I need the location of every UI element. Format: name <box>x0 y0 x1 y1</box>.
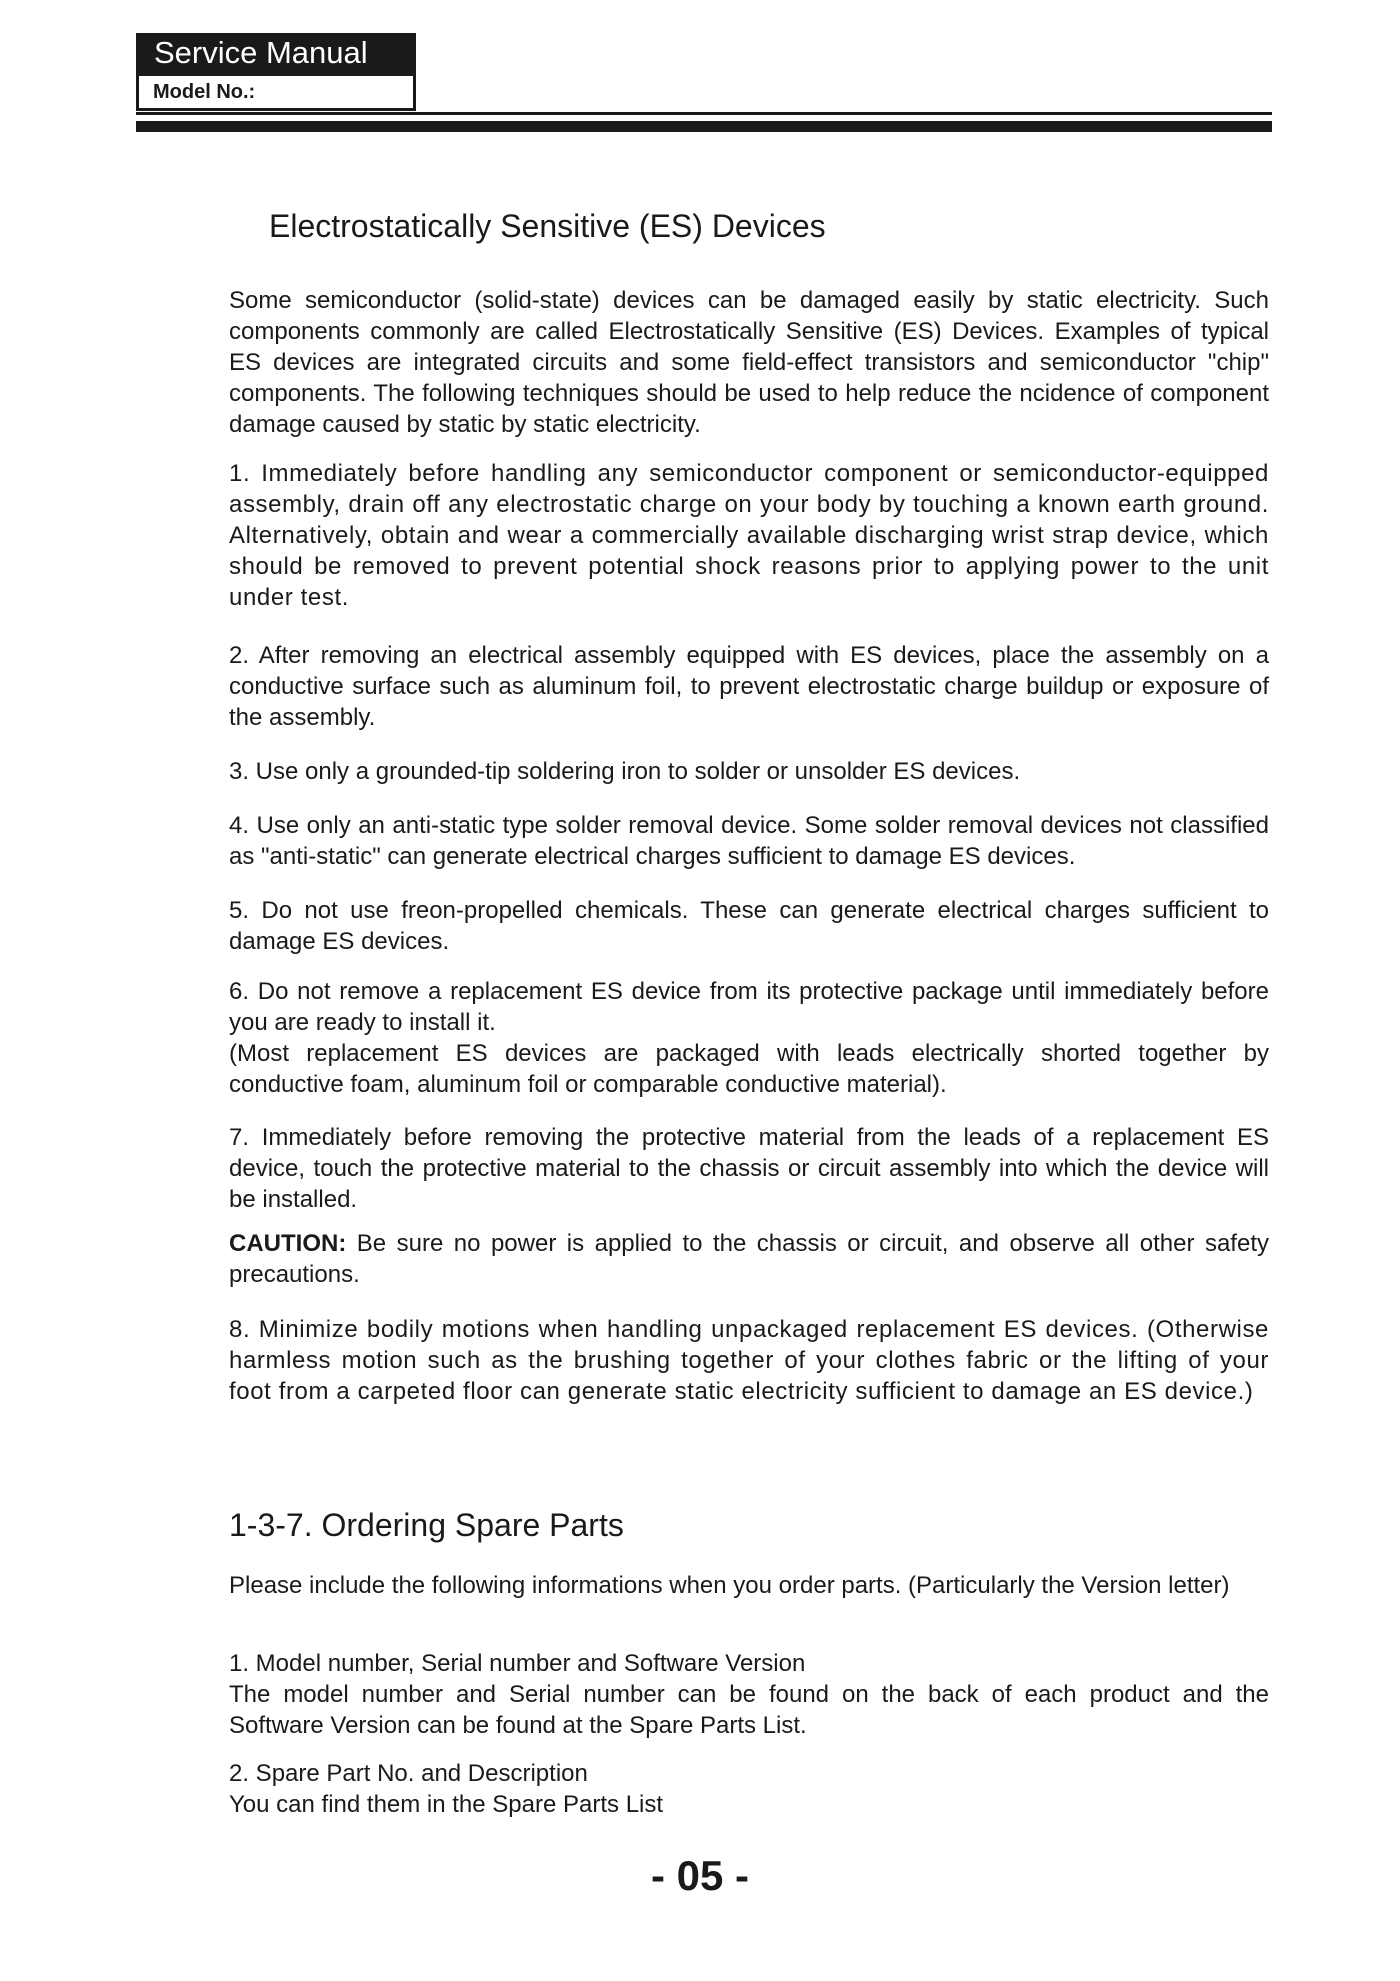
es-item-2: 2. After removing an electrical assembly equipped with ES devices, place the assembly on a conductive surface such as aluminum foil, to prevent electrostatic charge buildup or exposure of the assembly. <box>229 642 1269 731</box>
ordering-parts-item-2-text: You can find them in the Spare Parts List <box>229 1791 664 1818</box>
caution-paragraph <box>229 1228 1269 1290</box>
model-number-label: Model No.: <box>136 73 416 111</box>
es-item-7: 7. Immediately before removing the protective material from the leads of a replacement ES device, touch the protective material to the chassis or circuit assembly into which the device will be installed. <box>229 1124 1269 1213</box>
caution-label: CAUTION: <box>229 1230 347 1257</box>
ordering-parts-title: 1-3-7. Ordering Spare Parts <box>229 1507 624 1543</box>
ordering-parts-item-2 <box>229 1758 1269 1820</box>
es-item-3: 3. Use only a grounded-tip soldering iron to solder or unsolder ES devices. <box>229 758 1021 785</box>
header-box <box>136 33 416 111</box>
manual-title: Service Manual <box>136 33 416 73</box>
es-item-8: 8. Minimize bodily motions when handling unpackaged replacement ES devices. (Otherwise harmless motion such as the brushing together of your clothes fabric or the lifting of your foot from a carpeted floor can generate static electricity sufficient to damage an ES device.) <box>229 1316 1269 1405</box>
header-rule-thin <box>136 112 1272 115</box>
es-item-4: 4. Use only an anti-static type solder removal device. Some solder removal devices not classified as "anti-static" can generate electrical charges sufficient to damage ES devices. <box>229 812 1269 870</box>
header-rule-thick <box>136 121 1272 132</box>
es-item-6 <box>229 976 1269 1100</box>
ordering-parts-item-2-heading: 2. Spare Part No. and Description <box>229 1760 588 1787</box>
ordering-parts-item-1-heading: 1. Model number, Serial number and Software Version <box>229 1650 806 1677</box>
es-item-1: 1. Immediately before handling any semiconductor component or semiconductor-equipped assembly, drain off any electrostatic charge on your body by touching a known earth ground. Alternatively, obtain and wear a commercially available discharging wrist strap device, which should be removed to prevent potential shock reasons prior to applying power to the unit under test. <box>229 460 1269 611</box>
ordering-parts-item-1 <box>229 1648 1269 1741</box>
es-item-6-note: (Most replacement ES devices are packaged with leads electrically shorted together by conductive foam, aluminum foil or comparable conductive material). <box>229 1040 1269 1098</box>
es-item-6-text: 6. Do not remove a replacement ES device from its protective package until immediately before you are ready to install it. <box>229 978 1269 1036</box>
ordering-parts-item-1-text: The model number and Serial number can be found on the back of each product and the Software Version can be found at the Spare Parts List. <box>229 1681 1269 1739</box>
caution-text: Be sure no power is applied to the chassis or circuit, and observe all other safety precautions. <box>229 1230 1269 1288</box>
ordering-parts-intro: Please include the following informations when you order parts. (Particularly the Version letter) <box>229 1572 1230 1599</box>
es-section-title: Electrostatically Sensitive (ES) Devices <box>269 208 826 244</box>
page-number: - 05 - <box>650 1852 750 1899</box>
es-intro-paragraph: Some semiconductor (solid-state) devices can be damaged easily by static electricity. Such components commonly are called Electrostatically Sensitive (ES) Devices. Examples of typical ES devices are integrated circuits and some field-effect transistors and semiconductor "chip" components. The following techniques should be used to help reduce the ncidence of component damage caused by static by static electricity. <box>229 287 1269 438</box>
es-item-5: 5. Do not use freon-propelled chemicals. These can generate electrical charges sufficient to damage ES devices. <box>229 897 1269 955</box>
